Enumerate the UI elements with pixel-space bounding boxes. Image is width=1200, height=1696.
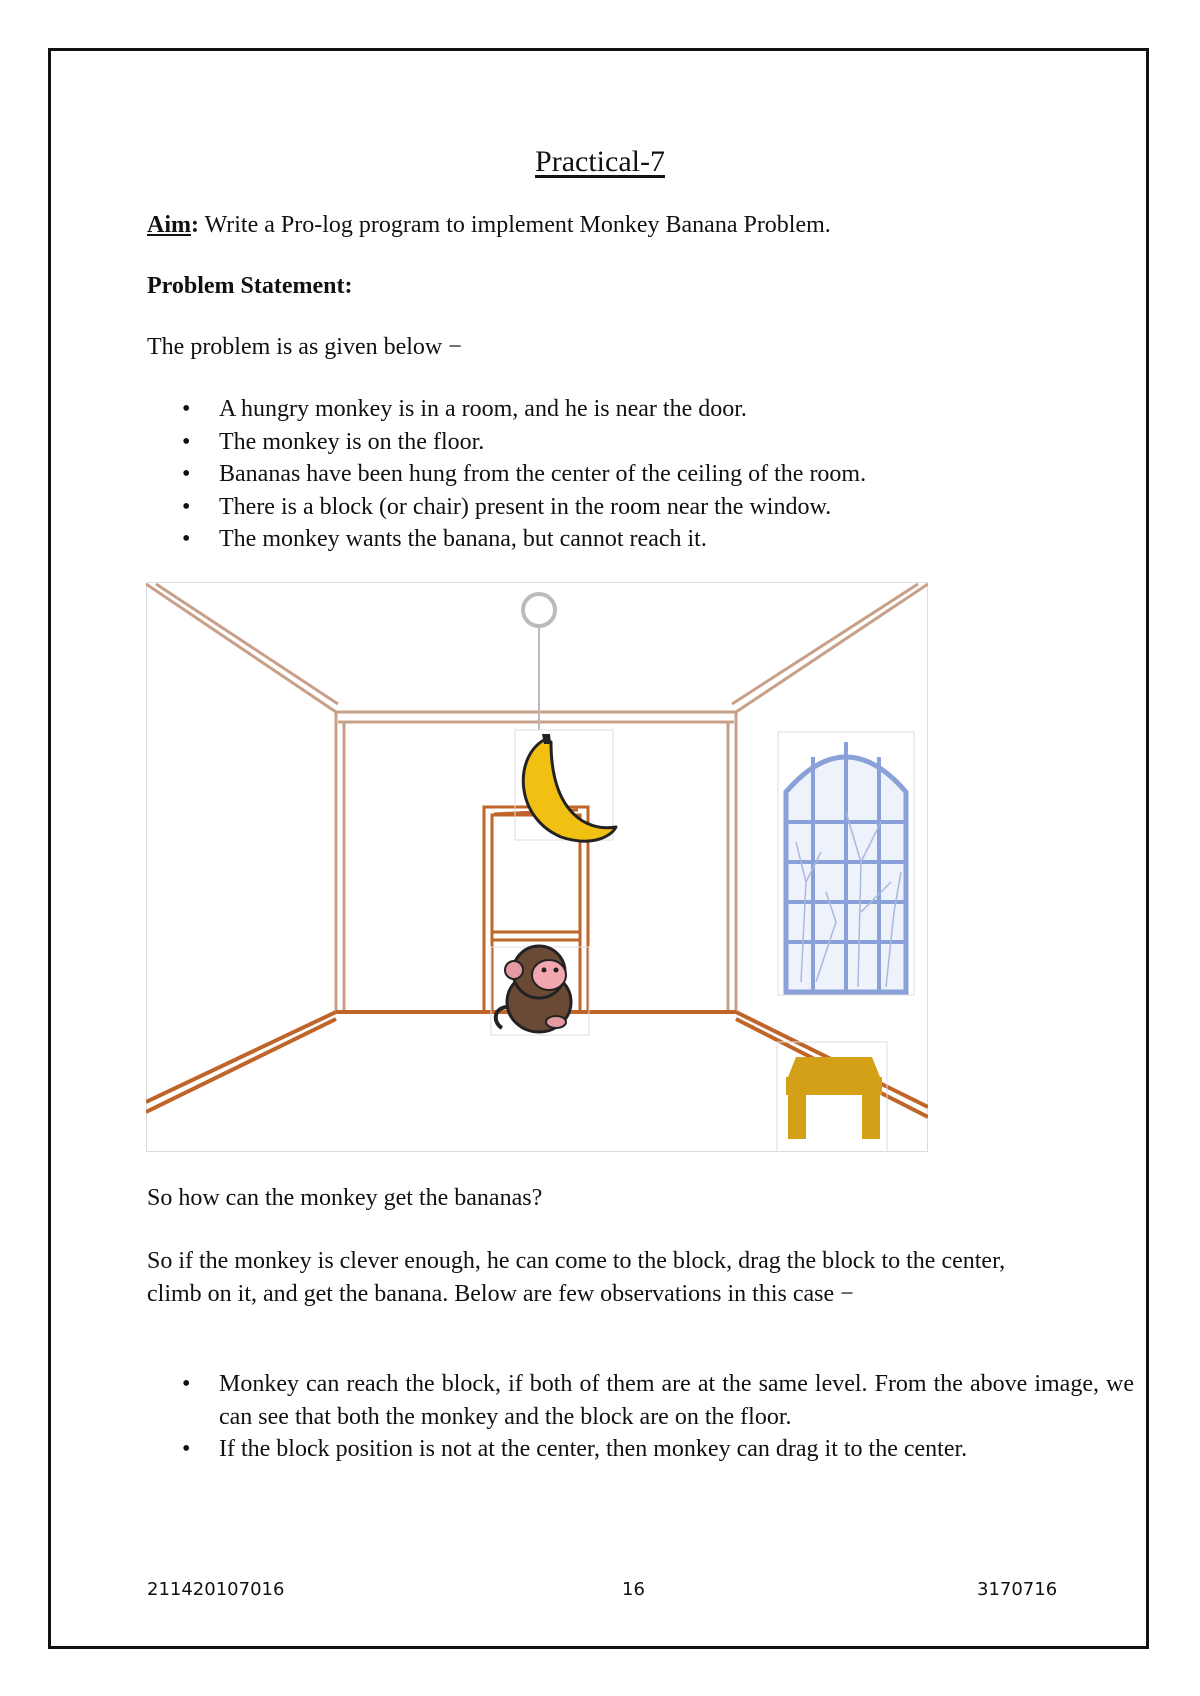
aim-label: Aim: [147, 212, 191, 238]
aim-text: Write a Pro-log program to implement Monkey Banana Problem.: [199, 212, 831, 238]
list-item: • If the block position is not at the center, then monkey can drag it to the center.: [147, 1433, 1134, 1466]
aim-line: Aim: Write a Pro-log program to implement Monkey Banana Problem.: [147, 212, 831, 238]
conditions-list: [147, 393, 866, 556]
list-item: • The monkey is on the floor.: [147, 426, 866, 459]
footer-enrollment: 211420107016: [147, 1579, 285, 1600]
window: [778, 732, 914, 995]
footer-page-number: 16: [622, 1579, 645, 1600]
question-text: So how can the monkey get the bananas?: [147, 1185, 543, 1211]
problem-heading: Problem Statement:: [147, 273, 353, 299]
list-item: • The monkey wants the banana, but cannot reach it.: [147, 523, 866, 556]
page-title: Practical-7: [535, 145, 665, 178]
list-item: • Bananas have been hung from the center of the ceiling of the room.: [147, 458, 866, 491]
room-illustration: [146, 582, 928, 1152]
intro-text: The problem is as given below −: [147, 334, 462, 360]
list-item: • There is a block (or chair) present in the room near the window.: [147, 491, 866, 524]
footer-subject-code: 3170716: [977, 1579, 1058, 1600]
explanation-paragraph: So if the monkey is clever enough, he can come to the block, drag the block to the center, climb on it, and get the banana. Below are few observations in this case −: [147, 1248, 1006, 1307]
list-item: • Monkey can reach the block, if both of them are at the same level. From the above image, we can see that both the monkey and the block are on the floor.: [147, 1368, 1134, 1433]
observations-list: [147, 1368, 1134, 1466]
list-item: • A hungry monkey is in a room, and he is near the door.: [147, 393, 866, 426]
